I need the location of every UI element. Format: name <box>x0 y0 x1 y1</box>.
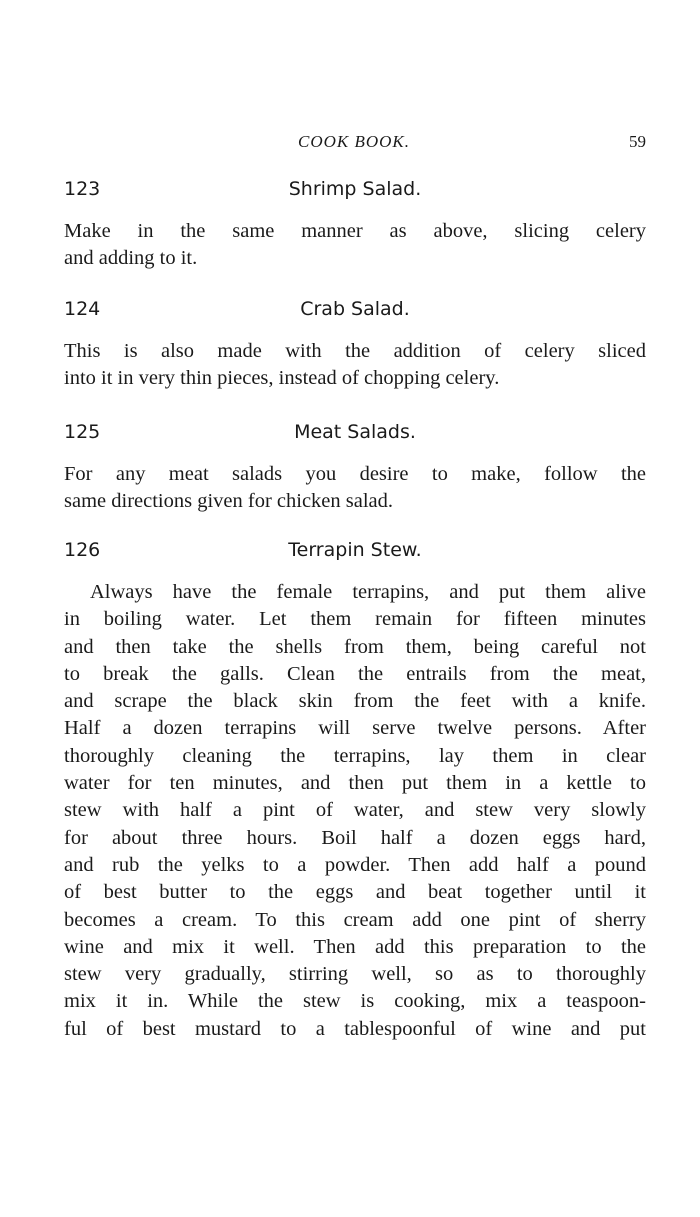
text-line: and then take the shells from them, being careful not <box>64 635 646 658</box>
text-line: water for ten minutes, and then put them in a kettle to <box>64 772 646 795</box>
recipe-text <box>64 579 646 1043</box>
text-line: into it in very thin pieces, instead of chopping celery. <box>64 367 500 390</box>
recipe-125 <box>64 421 646 516</box>
page-header <box>62 132 646 158</box>
text-line: wine and mix it well. Then add this preparation to the <box>64 935 646 958</box>
recipe-heading <box>64 421 646 451</box>
text-line: same directions given for chicken salad. <box>64 490 394 513</box>
text-line: thoroughly cleaning the terrapins, lay them in clear <box>64 744 646 767</box>
recipe-title: Terrapin Stew. <box>288 539 422 561</box>
recipe-number: 124 <box>64 298 101 320</box>
recipe-number: 126 <box>64 539 101 561</box>
text-line: and rub the yelks to a powder. Then add half a pound <box>64 853 646 876</box>
text-line: mix it in. While the stew is cooking, mix a teaspoon- <box>64 990 646 1013</box>
recipe-126 <box>64 539 646 1043</box>
running-title: COOK BOOK. <box>297 132 410 151</box>
text-line: and adding to it. <box>64 247 198 270</box>
text-line: Half a dozen terrapins will serve twelve persons. After <box>64 717 646 740</box>
page-number: 59 <box>629 132 646 151</box>
recipe-title: Meat Salads. <box>294 421 416 443</box>
recipe-title: Crab Salad. <box>300 298 410 320</box>
recipe-123 <box>64 178 646 273</box>
recipe-heading <box>64 539 646 569</box>
text-line: stew with half a pint of water, and stew very slowly <box>64 799 646 822</box>
text-line: and scrape the black skin from the feet with a knife. <box>64 690 646 713</box>
text-line: for about three hours. Boil half a dozen eggs hard, <box>64 826 646 849</box>
recipe-text <box>64 461 646 516</box>
recipe-heading <box>64 178 646 208</box>
recipe-number: 125 <box>64 421 101 443</box>
text-line: Always have the female terrapins, and put them alive <box>90 581 646 603</box>
recipe-text <box>64 218 646 273</box>
text-line: This is also made with the addition of celery sliced <box>64 340 646 362</box>
recipe-text <box>64 338 646 393</box>
text-line: of best butter to the eggs and beat together until it <box>64 881 646 904</box>
text-line: becomes a cream. To this cream add one pint of sherry <box>64 908 646 931</box>
recipe-124 <box>64 298 646 393</box>
recipe-heading <box>64 298 646 328</box>
text-line: stew very gradually, stirring well, so as to thoroughly <box>64 963 646 986</box>
recipe-title: Shrimp Salad. <box>288 178 422 200</box>
text-line: Make in the same manner as above, slicing celery <box>64 220 646 242</box>
text-line: For any meat salads you desire to make, follow the <box>64 463 646 485</box>
recipe-number: 123 <box>64 178 101 200</box>
text-line: to break the galls. Clean the entrails from the meat, <box>64 662 646 685</box>
text-line: ful of best mustard to a tablespoonful of wine and put <box>64 1017 646 1040</box>
text-line: in boiling water. Let them remain for fifteen minutes <box>64 608 646 631</box>
